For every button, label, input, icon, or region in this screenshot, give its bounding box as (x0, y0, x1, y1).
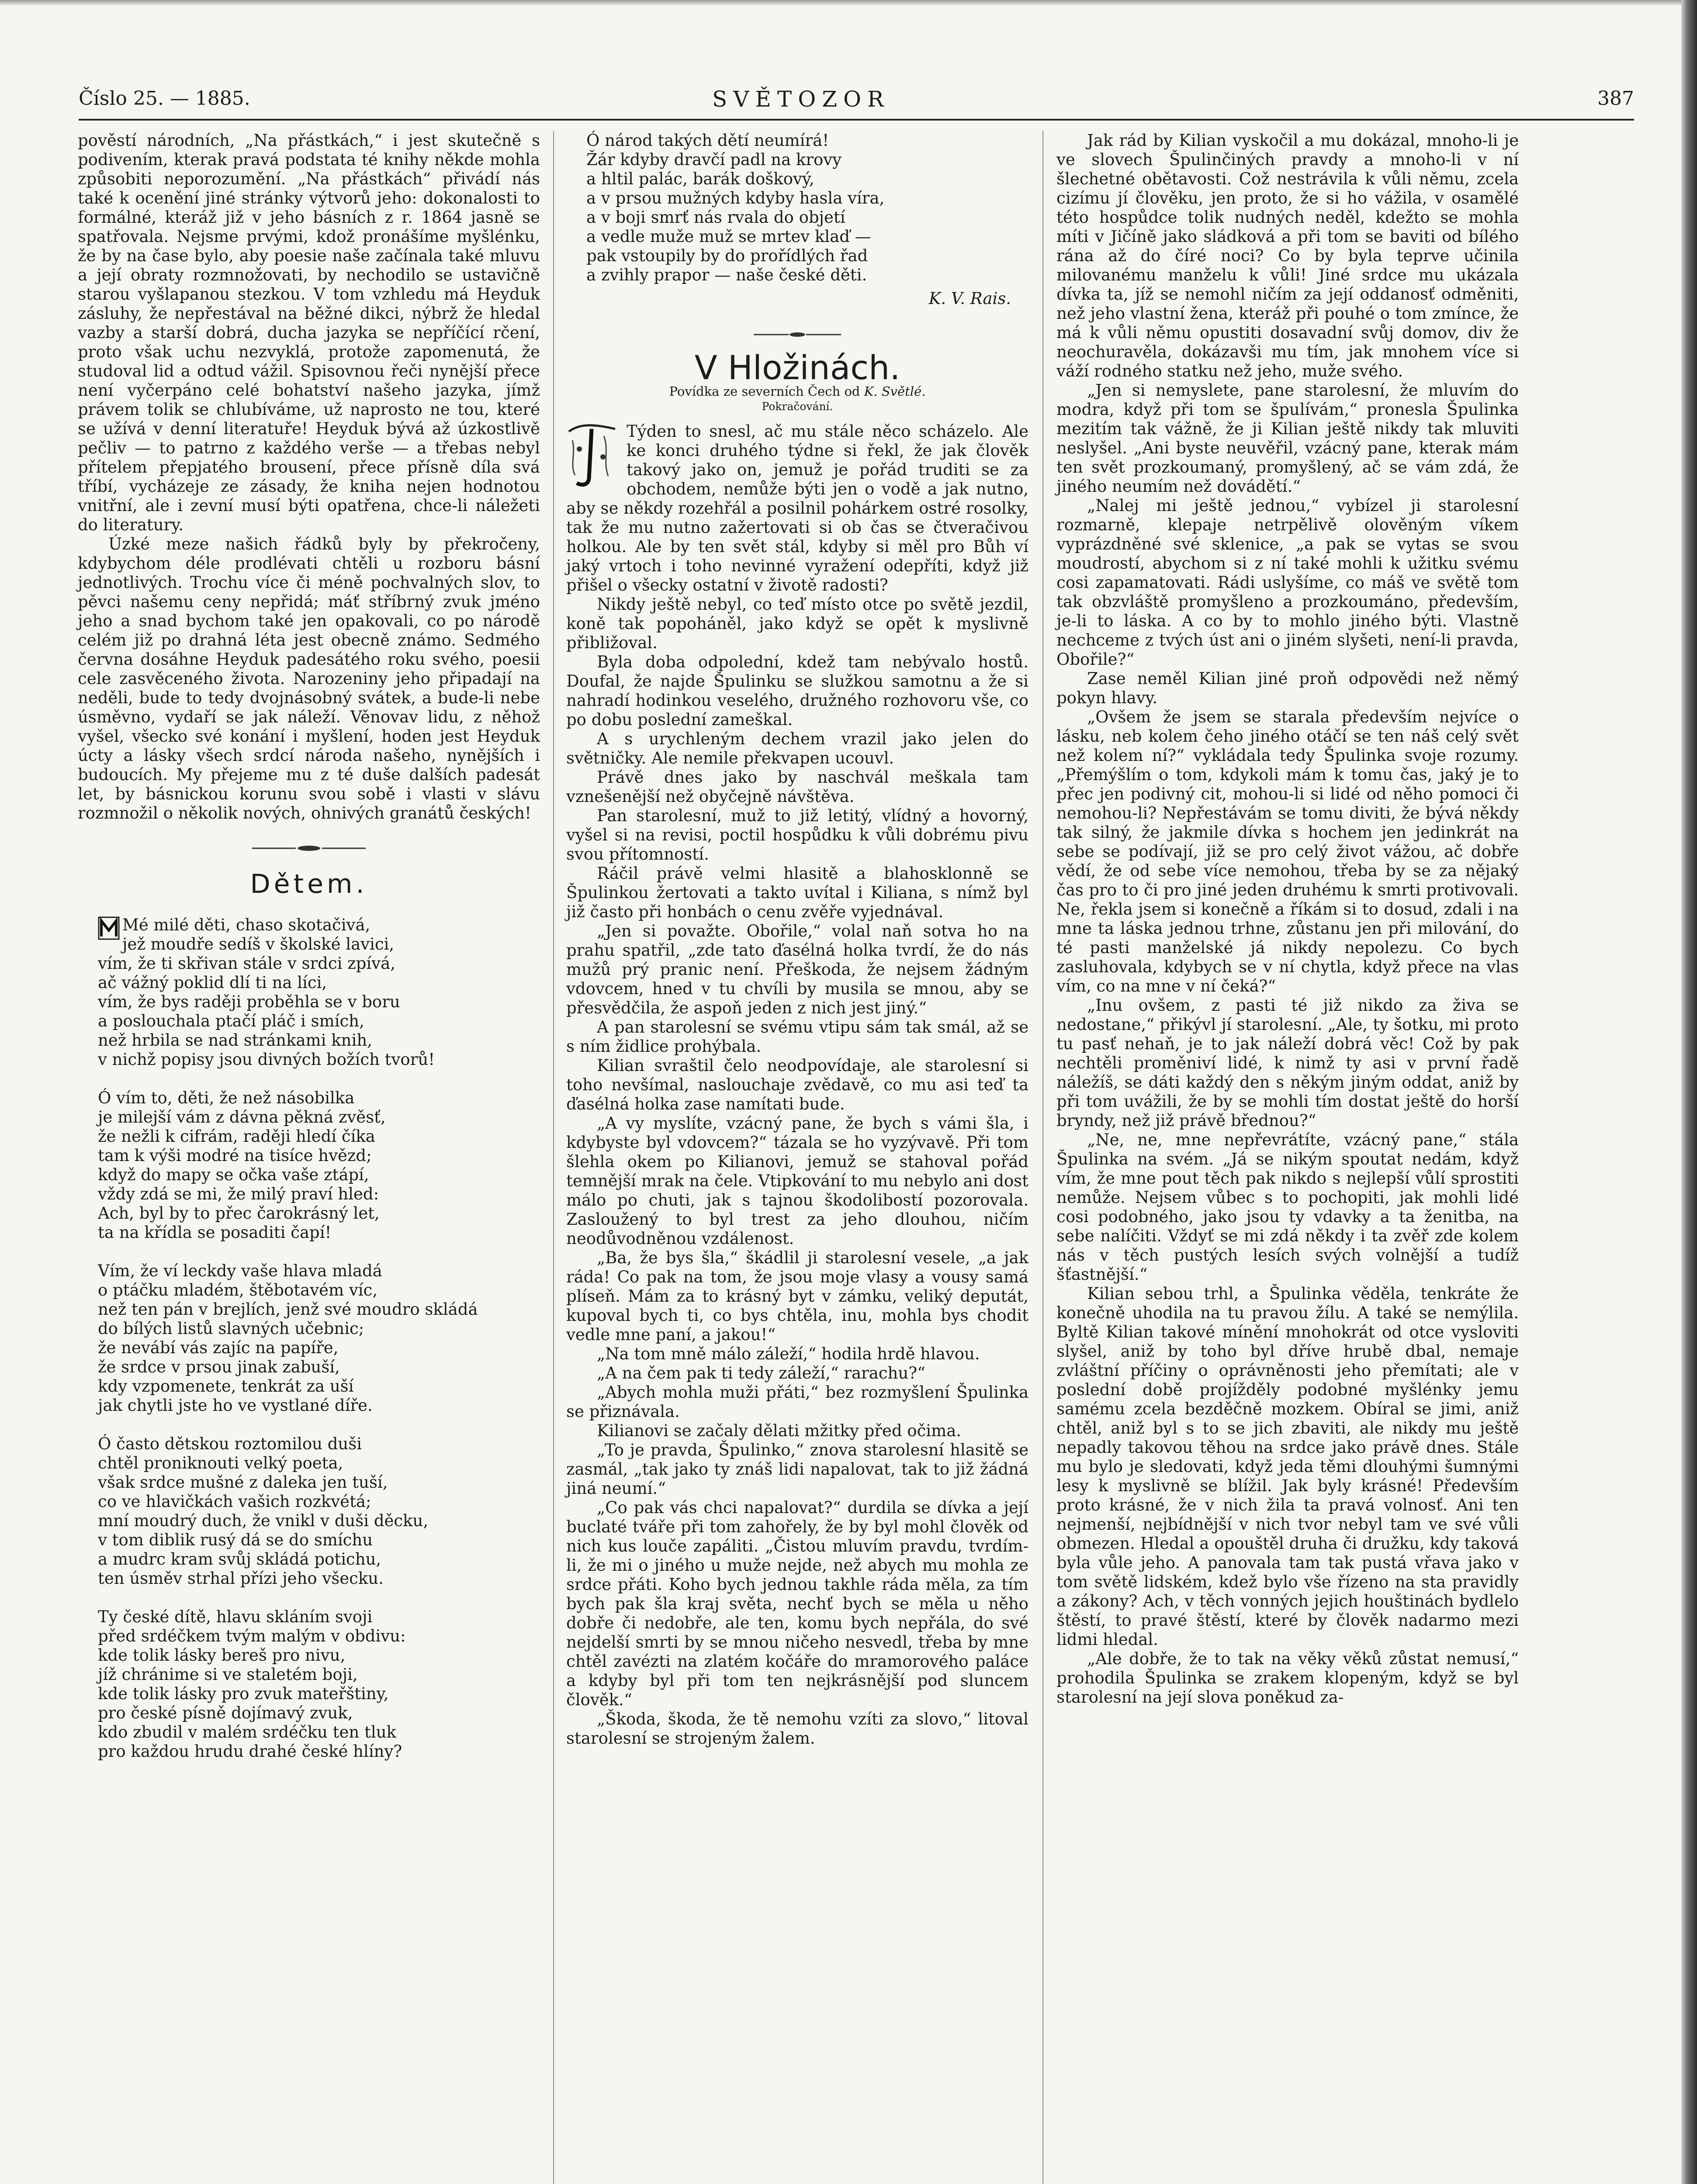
poem-line: Ó vím to, děti, že než násobilka (98, 1089, 355, 1107)
paragraph: „Co pak vás chci napalovat?“ durdila se dívka a její buclaté tváře při tom zahořely, že by byl mohl člověk od nich kus louče zapáliti. „Čistou mluvím pravdu, tvrdím-li, že mi o jiného u muže nejde, než abych mu mohla ze srdce přáti. Koho bych jednou takhle ráda měla, za tím bych pak šla kraj světa, nechť bych se měla u něho dobře či nedobře, ale ten, komu bych nepřála, do své nejdelší smrti by se mnou ničeho nesvedl, třeba by mne chtěl zavézti na zlatém kočáře do mramorového paláce a kdyby byl při tom ten nejkrásnější pod sluncem člověk.“ (566, 1498, 1029, 1709)
poem-line: a vedle muže muž se mrtev klaď — (586, 227, 871, 246)
ornament-divider (566, 323, 1029, 342)
poem-line: kdo zbudil v malém srdéčku ten tluk (98, 1723, 396, 1742)
page-header (79, 83, 1634, 118)
poem-title: Dětem. (250, 869, 368, 899)
poem-line: a v prsou mužných kdyby hasla víra, (586, 189, 885, 207)
poem-line: chtěl proniknouti velký poeta, (98, 1454, 343, 1472)
poem-line: pro každou hrudu drahé české hlíny? (98, 1742, 402, 1761)
paragraph: „Abych mohla muži přáti,“ bez rozmyšlení Špulinka se přiznávala. (566, 1383, 1029, 1421)
poem-line: však srdce mušné z daleka jen tuší, (98, 1473, 388, 1492)
poem-line: než ten pán v brejlích, jenž své moudro skládá (98, 1300, 478, 1319)
poem-line: vím, že bys raději proběhla se v boru (98, 992, 400, 1011)
paragraph: pověstí národních, „Na přástkách,“ i jest skutečně s podivením, kterak pravá podstata té knihy někde mohla způsobiti neporozumění. „Na přástkách“ přivádí nás také k ocenění jiné stránky výtvorů jeho: dokonalosti to formálné, kteráž již v jeho básních z r. 1864 jasně se spatřovala. Nejsme prvými, kdož pronášíme myšlénku, že by na čase bylo, aby poesie naše začínala také mluvu a její obraty rozmnožovati, by nechodilo se ustavičně starou vyšlapanou stezkou. V tom vzhledu má Heyduk zásluhy, že nepřestával na běžné dikci, nýbrž že hledal vazby a starší dobrá, ducha jazyka se nepříčící rčení, proto však uchu nezvyklá, protože zapomenutá, že studoval lid a odtud vážil. Spisovnou řeči nynější přece není vyčerpáno celé bohatství našeho jazyka, jímž právem tolik se chlubíváme, už naprosto ne tou, které se užívá v denní literatuře! Heyduk bývá až úzkostlivě pečliv — to patrno z každého verše — a třebas nebyl přítelem přepjatého brousení, přece přísně díla svá tříbí, vycházeje ze zásady, že kniha nejen hodnotou vnitřní, ale i zevní musí býti opatřena, chce-li náležeti do literatury. (78, 131, 540, 534)
story-author: K. Světlé. (864, 384, 926, 399)
paragraph: „To je pravda, Špulinko,“ znova starolesní hlasitě se zasmál, „tak jako ty znáš lidi napalovat, tak to již žádná jiná neumí.“ (566, 1441, 1029, 1498)
paragraph: „Na tom mně málo záleží,“ hodila hrdě hlavou. (597, 1344, 980, 1363)
paragraph: Jak rád by Kilian vyskočil a mu dokázal, mnoho-li je ve slovech Špulinčiných pravdy a mnoho-li v ní šlechetné obětavosti. Což nestrávila k vůli němu, zcela cizímu jí člověku, jen proto, že si ho vážila, v osamělé této hospůdce tolik nudných neděl, kdežto se mohla míti v Jičíně jako sládková a při tom se baviti od bílého rána až do číré noci? Co by byla teprve učinila milovanému manželu k vůli! Jiné srdce mu ukázala dívka ta, jíž se nemohl ničím za její oddanosť odměniti, než jeho vlastní žena, kteráž při pouhé o tom zmínce, že má k vůli němu opustiti dosavadní svůj domov, div že neochuravěla, dokázavši mu tím, jak mnohem více si váží rodného statku než jeho, muže svého. (1056, 131, 1519, 380)
poem-line: co ve hlavičkách vašich rozkvétá; (98, 1492, 371, 1511)
paragraph: A pan starolesní se svému vtipu sám tak smál, až se s ním židlice prohýbala. (566, 1018, 1029, 1056)
paragraph: „Jen si nemyslete, pane starolesní, že mluvím do modra, když při tom se špulívám,“ pronesla Špulinka mezitím tak vážně, že ji Kilian ještě nikdy tak mluviti neslyšel. „Ani byste neuvěřil, vzácný pane, kterak mám ten svět prozkoumaný, promyšlený, ač se vám zdá, že jiného neumím než dovádětí.“ (1056, 381, 1519, 496)
story-title: V Hložinách. (694, 348, 900, 387)
magazine-title: SVĚTOZOR (712, 86, 890, 112)
column-divider (1042, 131, 1043, 2184)
poem-signature: K. V. Rais. (928, 289, 1011, 308)
paragraph: Byla doba odpolední, kdež tam nebývalo hostů. Doufal, že najde Špulinku se služkou samotnu a že si nahradí hodinkou veselého, družného rozhovoru vše, co po dobu poslední zameškal. (566, 653, 1029, 729)
poem-line: tam k výši modré na tisíce hvězd; (98, 1146, 372, 1165)
poem-line: jíž chránime si ve staletém boji, (98, 1665, 358, 1684)
poem-line: v nichž popisy jsou divných božích tvorů! (98, 1050, 435, 1069)
page-number: 387 (1597, 87, 1634, 110)
paragraph: Nikdy ještě nebyl, co teď místo otce po světě jezdil, koně tak popoháněl, jako když se opět k myslivně přibližoval. (566, 595, 1029, 652)
scan-top-shadow (0, 0, 1697, 6)
poem-line: Vím, že ví leckdy vaše hlava mladá (98, 1261, 382, 1280)
poem-line: před srdéčkem tvým malým v obdivu: (98, 1627, 406, 1645)
scan-right-edge (1681, 0, 1697, 2184)
paragraph: „A na čem pak ti tedy záleží,“ rarachu?“ (597, 1364, 925, 1382)
poem-line: ten úsměv strhal přízi jeho všecku. (98, 1569, 384, 1588)
paragraph: „Ne, ne, mne nepřevrátíte, vzácný pane,“ stála Špulinka na svém. „Já se nikým spoutat nedám, když vím, že mne pout těch pak nikdo s nejlepší vůlí sprostiti nemůže. Nejsem vůbec s to pochopiti, jak mohli lidé cosi podobného, jako jsou ty vdavky a ta ženitba, na sebe nalíčiti. Vždyť se mi zdá někdy i ta zvěř zde kolem nás v těch pustých lesích svých volnější a tudíž šťastnější.“ (1056, 1130, 1519, 1284)
story-subtitle (566, 384, 1029, 399)
paragraph: „A vy myslíte, vzácný pane, že bych s vámi šla, i kdybyste byl vdovcem?“ tázala se ho vyzývavě. Při tom šlehla okem po Kilianovi, jemuž se stahoval pořád temnější mrak na čele. Vtipkování to mu nebylo ani dost málo po chuti, jak s tajnou škodolibostí pozorovala. Zasloužený to byl trest za jeho dlouhou, ničím neodůvodněnou vzdálenost. (566, 1114, 1029, 1248)
poem-line: Mé milé děti, chaso skotačivá, (98, 916, 540, 935)
paragraph: „Ale dobře, že to tak na věky věků zůstat nemusí,“ prohodila Špulinka se zrakem klopeným, když se byl starolesní na její slova poněkud za- (1056, 1649, 1519, 1707)
paragraph: Pan starolesní, muž to již letitý, vlídný a hovorný, vyšel si na revisi, poctil hospůdku k vůli dobrému pivu svou přítomností. (566, 806, 1029, 864)
paragraph: Právě dnes jako by naschvál meškala tam vznešenější než obyčejně návštěva. (566, 768, 1029, 806)
poem-line: jež moudře sedíš v školské lavici, (122, 935, 395, 954)
poem-line: a mudrc kram svůj skládá potichu, (98, 1550, 381, 1569)
poem-line: v tom diblik rusý dá se do smíchu (98, 1531, 373, 1549)
poem-line: že nevábí vás zajíc na papíře, (98, 1338, 339, 1357)
paragraph: Úzké meze našich řádků byly by překročeny, kdybychom déle prodlévati chtěli u rozboru básní jednotlivých. Trochu více či méně pochvalných slov, to pěvci našemu ceny nepřidá; máť stříbrný zvuk jméno jeho a snad bychom také jen opakovali, co po národě celém již po drahná léta jest obecně známo. Sedmého června dosáhne Heyduk padesátého roku svého, poesii cele zasvěceného života. Narozeniny jeho připadají na neděli, bude to tedy dvojnásobný svátek, a bude-li nebe úsměvno, vydaří se jak náleží. Věnovav lidu, z něhož vyšel, všecko své konání i myšlení, hoden jest Heyduk úcty a lásky všech srdcí národa našeho, nynějších i budoucích. My přejeme mu z té duše dalších padesát let, by básnickou korunu svou sobě i vlasti v slávu rozmnožil o několik nových, ohnivých granátů českých! (78, 535, 540, 822)
poem-line: Žár kdyby dravčí padl na krovy (586, 150, 842, 169)
poem (78, 916, 540, 1761)
column-divider (553, 131, 554, 2184)
paragraph: „Inu ovšem, z pasti té již nikdo za živa se nedostane,“ přikývl jí starolesní. „Ale, ty šotku, mi proto tu pasť nehaň, je to jak náleží dobrá věc! Což by pak nechtěli proměniví lidé, k nimž ty asi v první řadě náležíš, se dáti každý den s někým jiným oddat, aniž by při tom uvážili, že by se mohli tím dostat ještě do horší bryndy, než již právě břednou?“ (1056, 996, 1519, 1130)
poem-line: a poslouchala ptačí pláč i smích, (98, 1012, 364, 1030)
poem-line: vždy zdá se mi, že milý praví hled: (98, 1185, 379, 1203)
poem-line: Ó národ takých dětí neumírá! (586, 131, 829, 150)
column-right (1056, 131, 1519, 1707)
paragraph: „Škoda, škoda, že tě nemohu vzíti za slovo,“ litoval starolesní se strojeným žalem. (566, 1710, 1029, 1748)
initial-m-ornament (98, 916, 120, 942)
poem-line: ta na křídla se posaditi čapí! (98, 1223, 332, 1242)
poem-line: kde tolik lásky bereš pro nivu, (98, 1646, 346, 1665)
paragraph: „Jen si považte. Obořile,“ volal naň sotva ho na prahu spatřil, „zde tato ďasélná holka tvrdí, že do nás mužů prý pranic není. Přeškoda, že nejsem žádným vdovcem, hned v tu chvíli by musila se mnou, aby se přesvědčila, že aspoň jeden z nich jest jiný.“ (566, 922, 1029, 1017)
ornament-divider (78, 838, 540, 857)
paragraph: Kilianovi se začaly dělati mžitky před očima. (597, 1421, 962, 1440)
column-left (78, 131, 540, 1761)
poem-line: že nežli k cifrám, raději hledí číka (98, 1127, 375, 1146)
paragraph: Kilian sebou trhl, a Špulinka věděla, tenkráte že konečně uhodila na tu pravou žílu. A také se nemýlila. Byltě Kilian takové mínění mnohokrát od otce vysloviti slyšel, aniž by toho byl dříve hrubě dbal, nemaje zvláštní příčiny o oprávněnosti jeho přemítati; ale v poslední době projížděly podobné myšlénky jemu samému zcela bezděčně mozkem. Obíral se jimi, aniž chtěl, aniž byl s to se jich zbaviti, ale nikdy mu ještě nepadly takovou těhou na srdce jako právě dnes. Stále mu bylo je sledovati, když jeda těmi dlouhými šumnými lesy k myslivně se blížil. Jak byly krásné! Především proto krásné, že v nich žila ta pravá volnosť. Ani ten nejmenší, nejbídnější v nich tvor nebyl tam ve své vůli obmezen. Hledal a opouštěl druha či družku, kdy taková byla vůle jeho. A panovala tam tak pustá vřava jako v tom světě lidském, kdež bylo vše řízeno na sta pravidly a zákony? Ach, v těch vonných jejich houštinách bydlelo štěstí, to pravé štěstí, které by člověk nadarmo mezi lidmi hledal. (1056, 1284, 1519, 1649)
poem-line: o ptáčku mladém, štěbotavém víc, (98, 1281, 378, 1299)
initial-t-ornament (566, 423, 619, 488)
poem-line: pro české písně dojímavý zvuk, (98, 1704, 353, 1722)
poem-line: a hltil palác, barák doškový, (586, 169, 814, 188)
poem-line: když do mapy se očka vaše ztápí, (98, 1165, 369, 1184)
poem-line: Ó často dětskou roztomilou duši (98, 1434, 362, 1453)
poem-line: a zvihly prapor — naše české děti. (586, 266, 867, 284)
poem-line: ač vážný poklid dlí ti na líci, (98, 973, 327, 992)
poem-line: Ty české dítě, hlavu skláním svoji (98, 1607, 373, 1626)
paragraph: „Ba, že bys šla,“ škádlil ji starolesní vesele, „a jak ráda! Co pak na tom, že jsou moje vlasy a vousy samá plíseň. Mám za to krásný byt v zámku, veliký deputát, kupoval bych ti, co bys chtěla, inu, mohla bys chodit vedle mne paní, a jakou!“ (566, 1248, 1029, 1344)
poem-line: kdy vzpomenete, tenkrát za uší (98, 1377, 354, 1396)
issue-label: Číslo 25. — 1885. (79, 87, 250, 110)
paragraph: „Ovšem že jsem se starala především nejvíce o lásku, neb kolem čeho jiného otáčí se ten náš celý svět než kolem ní?“ vykládala tedy Špulinka svoje rozumy. „Přemýšlím o tom, kdykoli mám k tomu čas, jaký je to přec jen podivný cit, mohou-li si lidé od něho pomoci či nemohou-li? Nepřestávám se tomu diviti, že bývá někdy tak silný, že jakmile dívka s hochem jen jedinkrát na sebe se podívají, již se pro celý život vážou, ač dobře vědí, že od sebe více nemohou, třeba by se za nějaký čas pro to či pro jiné jeden druhému k smrti protivovali. Ne, řekla jsem si konečně a říkám si to dosud, zdali i na mne ta láska jednou trhne, zůstanu jen při milování, do té pasti manželské já nikdy nepolezu. Co bych zasluhovala, kdybych se v ní chytla, když přece na vlas vím, co na mne v ní čeká?“ (1056, 708, 1519, 995)
paragraph: Týden to snesl, ač mu stále něco scházelo. Ale ke konci druhého týdne si řekl, že jak člověk takový jako on, jemuž je pořád truditi se za obchodem, nemůže býti jen o vodě a jak nutno, aby se někdy rozehřál a posilnil pohárkem ostré rosolky, tak že mu nutno zažertovati si ob čas se čtveračivou holkou. Ale by ten svět stál, kdyby si měl pro Bůh ví jaký vrtoch i toho nevinné vyražení odepříti, když již přišel o všecky ostatní v životě radosti? (566, 422, 1029, 594)
paragraph: Kilian svraštil čelo neodpovídaje, ale starolesní si toho nevšímal, naslouchaje zvědavě, co mu asi teď ta ďasélná holka zase namítati bude. (566, 1056, 1029, 1113)
continuation-note: Pokračování. (762, 400, 833, 413)
poem-line: pak vstoupily by do prořídlých řad (586, 246, 868, 265)
paragraph: Zase neměl Kilian jiné proň odpovědi než němý pokyn hlavy. (1056, 669, 1519, 707)
poem-line: že srdce v prsou jinak zabuší, (98, 1358, 340, 1376)
story-subtitle-prefix: Povídka ze severních Čech od (669, 384, 860, 399)
paragraph: A s urychleným dechem vrazil jako jelen do světničky. Ale nemile překvapen ucouvl. (566, 729, 1029, 767)
header-rule (79, 119, 1634, 121)
poem-line: vím, že ti skřivan stále v srdci zpívá, (98, 954, 395, 973)
poem-line: mní moudrý duch, že vnikl v duši děcku, (98, 1511, 429, 1530)
poem-line: než hrbila se nad stránkami knih, (98, 1031, 372, 1050)
column-middle (566, 131, 1029, 1748)
poem-line: a v boji smrť nás rvala do objetí (586, 208, 845, 227)
poem-line: do bílých listů slavných učebnic; (98, 1319, 364, 1338)
poem-continuation (566, 131, 1029, 285)
poem-line: jak chytli jste ho ve vystlané díře. (98, 1396, 373, 1415)
poem-line: kde tolik lásky pro zvuk mateřštiny, (98, 1684, 389, 1703)
poem-line: Ach, byl by to přec čarokrásný let, (98, 1204, 380, 1223)
poem-line: je milejší vám z dávna pěkná zvěsť, (98, 1108, 386, 1127)
paragraph: „Nalej mi ještě jednou,“ vybízel ji starolesní rozmarně, klepaje netrpělivě olověným víkem vyprázdněné své sklenice, „a pak se vytas se svou moudrostí, abychom si z ní také mohli k užitku svému cosi zapamatovati. Rádi uslyšíme, co máš ve světě tom tak obzvláště promyšleno a prozkoumáno, především, je-li to láska. A co by to mohlo jiného býti. Vlastně nechceme z tvých úst ani o jiném slyšeti, není-li pravda, Obořile?“ (1056, 496, 1519, 669)
paragraph: Ráčil právě velmi hlasitě a blahosklonně se Špulinkou žertovati a takto uvítal i Kiliana, s nímž byl již často při honbách o cenu zvěře vyjednával. (566, 864, 1029, 921)
